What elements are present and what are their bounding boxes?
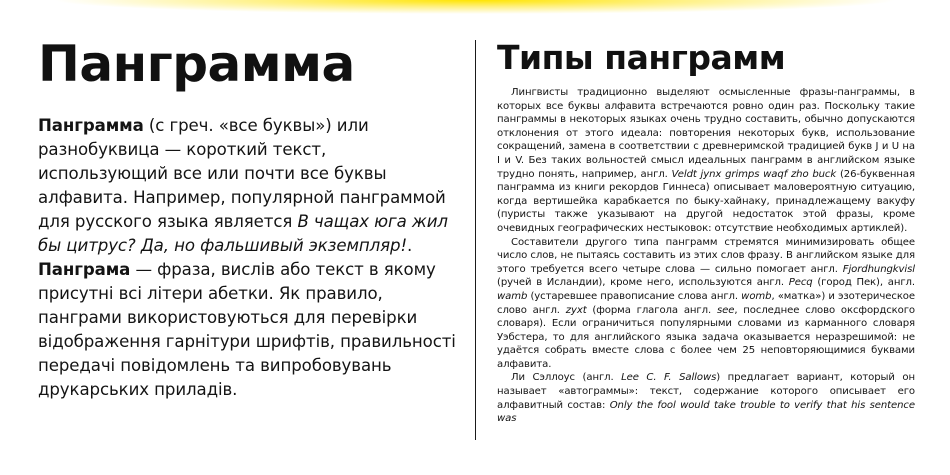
para2-word-5: zyxt [565,304,587,316]
definition-russian: (с греч. «все буквы») или разнобуквица — короткий текст, использующий все или почти все буквы алфавита. Например, популярной панграммой для русского языка является [38,116,446,231]
para2-text-b: (ручей в Исландии), кроме него, используются англ. [497,277,789,289]
para1-text-b: (26-буквенная панграмма из книги рекордов Гиннеса) описывает маловероятную ситуацию, когда вертишейка карабкается по быку-хайнаку, принадлежащему вакуфу (пуристы также указывают на другой недостаток этой фразы, кроме очевидных географических нестыковок: отсутствие необходимых артиклей). [497,168,915,234]
para2-text-c: (город Пек), англ. [812,277,915,289]
para3-text-b: ) предлагает вариант, который он называет «автограммы»: текст, содержание которого описывает его алфавитный состав: [497,372,915,411]
right-heading: Типы панграмм [497,38,786,77]
example-end-period: . [407,236,413,255]
definition-ukrainian: — фраза, вислів або текст в якому присутні всі літери абетки. Як правило, панграми використовуються для перевірки відображення гарнітури шрифтів, правильності передачі повідомлень та випробовувань друкарських приладів. [38,260,456,399]
right-column [497,36,915,426]
top-highlight-band [0,0,950,16]
para2-text-f: (форма глагола англ. [586,304,717,316]
right-body-text [497,86,915,426]
paragraph-autograms [497,371,915,425]
paragraph-minimal-words [497,236,915,372]
para2-text-e: , «матка») и эзотерическое слово англ. [497,290,915,316]
para2-word-2: Pecq [788,277,813,289]
left-heading: Панграмма [38,35,355,93]
para1-example: Veldt jynx grimps waqf zho buck [671,168,837,180]
left-column [38,32,458,402]
para2-word-3: wamb [497,290,528,302]
term-pangrama: Панграма [38,260,131,279]
para2-text-d: (устаревшее правописание слова англ. [527,290,742,302]
para3-example: Only the fool would take trouble to verify that his sentence was [497,399,915,425]
example-russian-pangram: В чащах юга жил бы цитрус? Да, но фальшивый экземпляр! [38,212,448,255]
para2-word-4: womb [741,290,772,302]
para2-text-g: , последнее слово оксфордского словаря). Если ограничиться популярными словами из карманного словаря Уэбстера, то для английского языка задача оказывается неразрешимой: не удаётся собрать вместе слова с более чем 25 неповторяющимися буквами алфавита. [497,304,916,370]
paragraph-perfect-pangrams [497,86,915,236]
para1-text-a: Лингвисты традиционно выделяют осмысленные фразы-панграммы, в которых все буквы алфавита встречаются ровно один раз. Поскольку такие панграммы в некоторых языках очень трудно составить, обычно допускаются отклонения от этого идеала: повторения некоторых букв, использование сокращений, замена в соответствии с древнеримской традицией букв J и U на I и V. Без таких вольностей смысл идеальных панграмм в английском языке трудно понять, например, англ. [497,87,915,180]
para2-text-a: Составители другого типа панграмм стремятся минимизировать общее число слов, не пытаясь составить из этих слов фразу. В английском языке для этого требуется всего четыре слова — сильно помогает англ. [497,236,915,275]
term-pangramma: Панграмма [38,116,144,135]
para2-word-1: Fjordhungkvisl [842,263,915,275]
para2-word-6: see [716,304,735,316]
para3-author-name: Lee C. F. Sallows [621,372,717,384]
left-body-text [38,114,458,402]
column-divider [475,40,476,440]
para3-text-a: Ли Сэллоус (англ. [511,372,622,384]
